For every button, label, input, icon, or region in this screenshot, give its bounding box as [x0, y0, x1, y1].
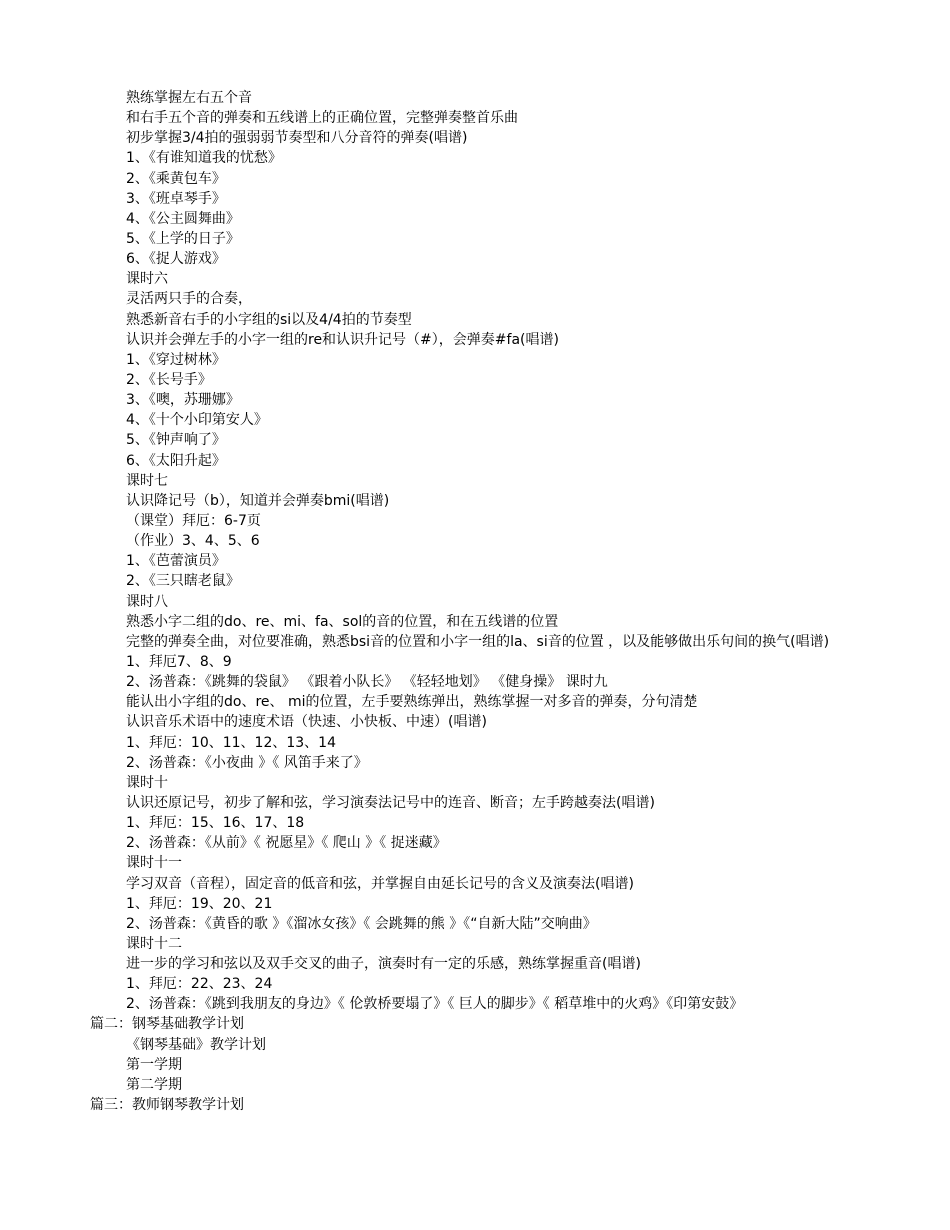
text-line: 课时七: [126, 472, 168, 489]
text-line: 1、《穿过树林》: [126, 351, 226, 368]
text-line: 4、《十个小印第安人》: [126, 412, 268, 429]
text-line: 1、拜厄：10、11、12、13、14: [126, 734, 336, 751]
text-line: 2、汤普森：《跳舞的袋鼠》 《跟着小队长》 《轻轻地划》 《健身操》 课时九: [126, 674, 608, 691]
text-line: 课时十: [126, 774, 168, 791]
text-line: 完整的弹奏全曲，对位要准确，熟悉bsi音的位置和小字一组的la、si音的位置 ，以及能够做出乐句间的换气(唱谱): [126, 633, 830, 650]
text-line: 初步掌握3/4拍的强弱弱节奏型和八分音符的弹奏(唱谱): [126, 130, 468, 147]
text-line: 2、《长号手》: [126, 371, 212, 388]
text-line: 1、拜厄：19、20、21: [126, 895, 273, 912]
text-line: 1、拜厄：22、23、24: [126, 976, 273, 993]
text-line: 4、《公主圆舞曲》: [126, 210, 240, 227]
text-line: 2、汤普森：《从前》《 祝愿星》《 爬山 》《 捉迷藏》: [126, 835, 447, 852]
text-line: 3、《班卓琴手》: [126, 190, 226, 207]
text-line: 进一步的学习和弦以及双手交叉的曲子，演奏时有一定的乐感，熟练掌握重音(唱谱): [126, 956, 641, 973]
text-line: 课时八: [126, 593, 168, 610]
text-line: 熟悉新音右手的小字组的si以及4/4拍的节奏型: [126, 311, 412, 328]
text-line: 6、《太阳升起》: [126, 452, 226, 469]
text-line: 课时六: [126, 271, 168, 288]
text-line: 3、《噢，苏珊娜》: [126, 392, 240, 409]
text-line: 认识并会弹左手的小字一组的re和认识升记号（#），会弹奏#fa(唱谱): [126, 331, 559, 348]
text-line: 灵活两只手的合奏，: [126, 291, 252, 308]
text-line: 第二学期: [126, 1076, 182, 1093]
text-line: 2、《乘黄包车》: [126, 170, 226, 187]
text-line: 第一学期: [126, 1056, 182, 1073]
document-body: [90, 88, 860, 1115]
text-line: 《钢琴基础》教学计划: [126, 1036, 266, 1053]
text-line: （作业）3、4、5、6: [126, 533, 260, 550]
text-line: 6、《捉人游戏》: [126, 251, 226, 268]
text-line: 2、汤普森：《黄昏的歌 》《溜冰女孩》《 会跳舞的熊 》《“自新大陆”交响曲》: [126, 915, 597, 932]
text-line: 能认出小字组的do、re、 mi的位置，左手要熟练弹出，熟练掌握一对多音的弹奏，分句清楚: [126, 694, 698, 711]
text-line: 1、拜厄7、8、9: [126, 653, 232, 670]
text-line: （课堂）拜厄：6-7页: [126, 512, 261, 529]
text-line: 熟悉小字二组的do、re、mi、fa、sol的音的位置，和在五线谱的位置: [126, 613, 559, 630]
text-line: 1、《芭蕾演员》: [126, 553, 226, 570]
text-line: 课时十一: [126, 855, 182, 872]
text-line: 1、《有谁知道我的忧愁》: [126, 150, 282, 167]
text-line: 课时十二: [126, 935, 182, 952]
text-line: 熟练掌握左右五个音: [126, 90, 252, 106]
text-line: 2、《三只瞎老鼠》: [126, 573, 240, 590]
text-line: 2、汤普森：《跳到我朋友的身边》《 伦敦桥要塌了》《 巨人的脚步》《 稻草堆中的火鸡》《印第安鼓》: [126, 996, 744, 1013]
text-line: 1、拜厄：15、16、17、18: [126, 815, 305, 832]
text-line: 5、《上学的日子》: [126, 230, 240, 247]
text-line: 5、《钟声响了》: [126, 432, 226, 449]
text-line: 2、汤普森：《小夜曲 》《 风笛手来了》: [126, 754, 368, 771]
text-line: 和右手五个音的弹奏和五线谱上的正确位置，完整弹奏整首乐曲: [126, 110, 518, 127]
text-line: 认识音乐术语中的速度术语（快速、小快板、中速）(唱谱): [126, 714, 487, 731]
text-line: 篇三：教师钢琴教学计划: [90, 1097, 244, 1114]
text-line: 认识降记号（b），知道并会弹奏bmi(唱谱): [126, 492, 390, 509]
text-line: 篇二：钢琴基础教学计划: [90, 1016, 244, 1033]
text-line: 认识还原记号，初步了解和弦，学习演奏法记号中的连音、断音；左手跨越奏法(唱谱): [126, 794, 655, 811]
text-line: 学习双音（音程），固定音的低音和弦，并掌握自由延长记号的含义及演奏法(唱谱): [126, 875, 634, 892]
